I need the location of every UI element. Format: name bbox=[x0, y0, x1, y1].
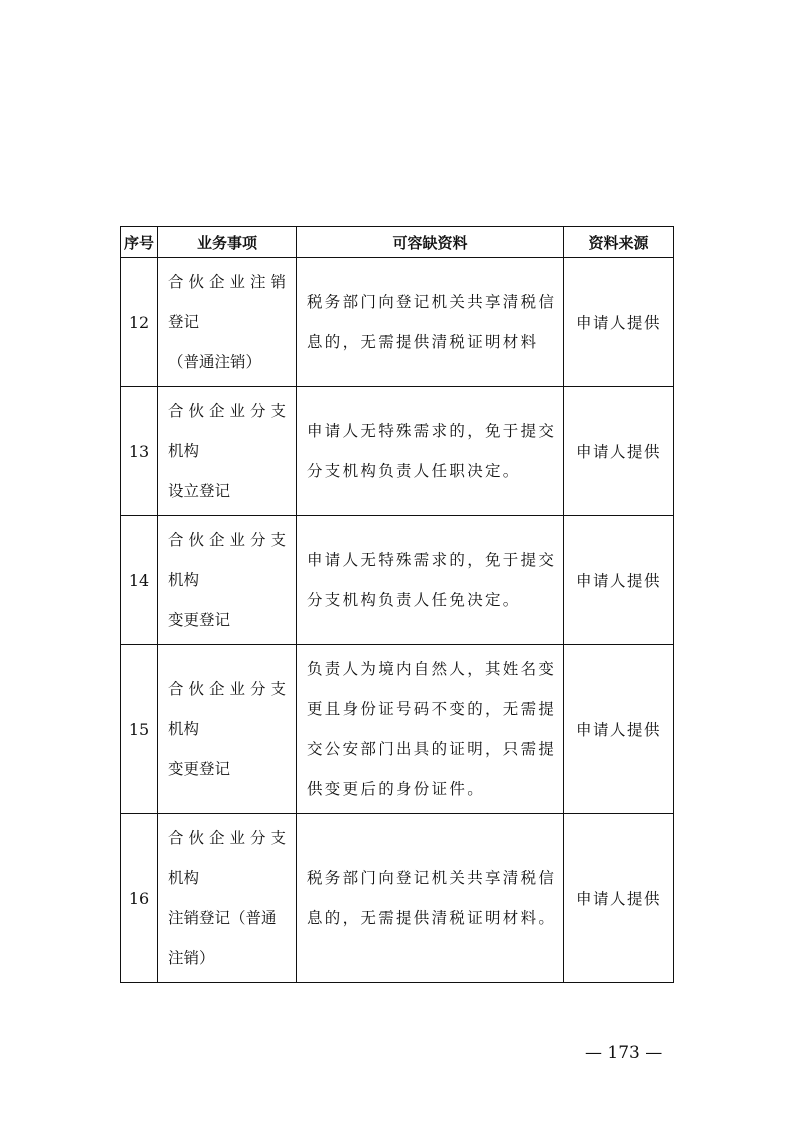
item-line: 注销登记（普通 bbox=[168, 909, 277, 927]
material-line: 息的，无需提供清税证明材料 bbox=[307, 333, 539, 351]
row-number: 14 bbox=[121, 516, 158, 645]
page-number: — 173 — bbox=[585, 1043, 663, 1063]
material-line: 更且身份证号码不变的，无需提 bbox=[307, 700, 557, 718]
row-number: 16 bbox=[121, 814, 158, 983]
item-line: 注销） bbox=[168, 949, 215, 967]
item-line: 设立登记 bbox=[168, 482, 231, 500]
row-item bbox=[158, 258, 297, 387]
item-line: 变更登记 bbox=[168, 760, 231, 778]
data-table bbox=[120, 226, 674, 983]
row-material bbox=[297, 516, 564, 645]
material-line: 税务部门向登记机关共享清税信 bbox=[307, 869, 557, 887]
material-line: 息的，无需提供清税证明材料。 bbox=[307, 909, 557, 927]
row-number: 13 bbox=[121, 387, 158, 516]
item-line: 机构 bbox=[168, 442, 200, 460]
row-source: 申请人提供 bbox=[564, 258, 674, 387]
material-line: 分支机构负责人任免决定。 bbox=[307, 591, 521, 609]
item-line: 合伙企业分支 bbox=[168, 680, 292, 698]
row-number: 15 bbox=[121, 645, 158, 814]
material-line: 税务部门向登记机关共享清税信 bbox=[307, 293, 557, 311]
row-item bbox=[158, 516, 297, 645]
item-line: 合伙企业分支 bbox=[168, 531, 292, 549]
item-line: 合伙企业分支 bbox=[168, 402, 292, 420]
table-row bbox=[121, 645, 674, 814]
row-source: 申请人提供 bbox=[564, 814, 674, 983]
row-source: 申请人提供 bbox=[564, 645, 674, 814]
row-item bbox=[158, 387, 297, 516]
table-row bbox=[121, 814, 674, 983]
item-line: 机构 bbox=[168, 720, 200, 738]
material-line: 交公安部门出具的证明，只需提 bbox=[307, 740, 557, 758]
item-line: （普通注销） bbox=[168, 353, 262, 371]
header-material: 可容缺资料 bbox=[297, 227, 564, 258]
row-material bbox=[297, 387, 564, 516]
table-row bbox=[121, 516, 674, 645]
table-row bbox=[121, 258, 674, 387]
table-row bbox=[121, 387, 674, 516]
material-line: 分支机构负责人任职决定。 bbox=[307, 462, 521, 480]
row-number: 12 bbox=[121, 258, 158, 387]
item-line: 合伙企业注销 bbox=[168, 273, 292, 291]
item-line: 机构 bbox=[168, 571, 200, 589]
material-line: 负责人为境内自然人，其姓名变 bbox=[307, 660, 557, 678]
row-material bbox=[297, 814, 564, 983]
row-material bbox=[297, 258, 564, 387]
item-line: 登记 bbox=[168, 313, 200, 331]
row-material bbox=[297, 645, 564, 814]
item-line: 机构 bbox=[168, 869, 200, 887]
material-line: 供变更后的身份证件。 bbox=[307, 780, 486, 798]
item-line: 合伙企业分支 bbox=[168, 829, 292, 847]
row-item bbox=[158, 814, 297, 983]
header-source: 资料来源 bbox=[564, 227, 674, 258]
item-line: 变更登记 bbox=[168, 611, 231, 629]
row-item bbox=[158, 645, 297, 814]
material-line: 申请人无特殊需求的，免于提交 bbox=[307, 422, 557, 440]
row-source: 申请人提供 bbox=[564, 516, 674, 645]
header-seq: 序号 bbox=[121, 227, 158, 258]
header-item: 业务事项 bbox=[158, 227, 297, 258]
material-line: 申请人无特殊需求的，免于提交 bbox=[307, 551, 557, 569]
row-source: 申请人提供 bbox=[564, 387, 674, 516]
table-header-row bbox=[121, 227, 674, 258]
